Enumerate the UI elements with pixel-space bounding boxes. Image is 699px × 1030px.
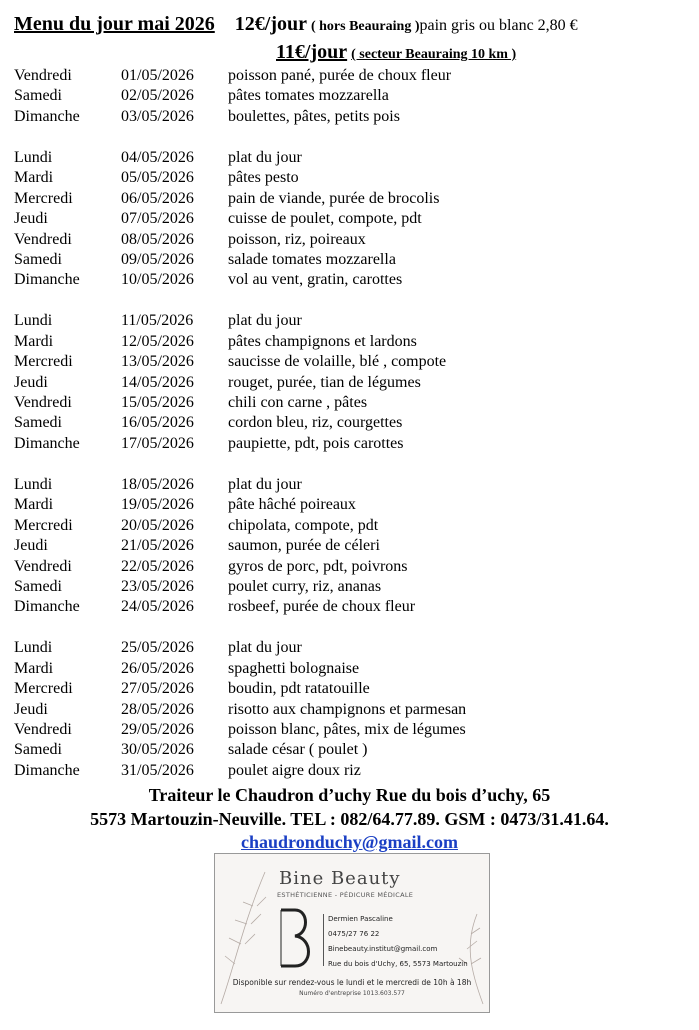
date-cell: 03/05/2026 xyxy=(121,107,194,125)
day-cell: Mardi xyxy=(14,659,54,677)
meal-cell: boulettes, pâtes, petits pois xyxy=(228,107,400,125)
day-cell: Jeudi xyxy=(14,537,48,555)
day-cell: Vendredi xyxy=(14,721,72,738)
menu-row xyxy=(14,209,694,229)
meal-cell: rouget, purée, tian de légumes xyxy=(228,373,421,391)
day-cell: Mercredi xyxy=(14,353,73,371)
meal-cell: chipolata, compote, pdt xyxy=(228,516,379,534)
meal-cell: pâtes tomates mozzarella xyxy=(228,87,389,105)
meal-cell: poisson blanc, pâtes, mix de légumes xyxy=(228,721,466,738)
day-cell: Dimanche xyxy=(14,598,80,616)
date-cell: 27/05/2026 xyxy=(121,680,194,698)
day-cell: Samedi xyxy=(14,87,62,105)
meal-cell: rosbeef, purée de choux fleur xyxy=(228,598,416,616)
menu-row xyxy=(14,557,694,577)
day-cell: Mercredi xyxy=(14,189,73,207)
date-cell: 19/05/2026 xyxy=(121,496,194,514)
menu-row xyxy=(14,66,694,86)
meal-cell: cuisse de poulet, compote, pdt xyxy=(228,210,422,228)
week-separator xyxy=(14,618,694,638)
meal-cell: cordon bleu, riz, courgettes xyxy=(228,414,403,432)
card-email: Binebeauty.institut@gmail.com xyxy=(328,945,438,953)
menu-row xyxy=(14,700,694,720)
meal-cell: pâtes champignons et lardons xyxy=(228,332,417,350)
day-cell: Samedi xyxy=(14,250,62,268)
meal-cell: plat du jour xyxy=(228,475,302,493)
email-link[interactable]: chaudronduchy@gmail.com xyxy=(241,832,458,852)
meal-cell: saumon, purée de céleri xyxy=(228,537,380,555)
date-cell: 02/05/2026 xyxy=(121,87,194,105)
day-cell: Vendredi xyxy=(14,394,72,411)
card-info xyxy=(328,912,468,972)
date-cell: 13/05/2026 xyxy=(121,353,194,371)
footer-address: Traiteur le Chaudron d’uchy Rue du bois d’uchy, 65 xyxy=(148,785,551,805)
week-separator xyxy=(14,291,694,311)
day-cell: Jeudi xyxy=(14,373,48,391)
day-cell: Lundi xyxy=(14,475,53,493)
footer-email-wrap xyxy=(0,832,699,853)
date-cell: 04/05/2026 xyxy=(121,148,194,166)
date-cell: 30/05/2026 xyxy=(121,741,194,759)
menu-row xyxy=(14,434,694,454)
meal-cell: paupiette, pdt, pois carottes xyxy=(228,434,404,452)
date-cell: 09/05/2026 xyxy=(121,250,194,268)
meal-cell: salade césar ( poulet ) xyxy=(228,741,368,759)
day-cell: Samedi xyxy=(14,414,62,432)
day-cell: Vendredi xyxy=(14,230,72,248)
week-separator xyxy=(14,127,694,147)
meal-cell: plat du jour xyxy=(228,639,302,657)
menu-title-line xyxy=(14,13,578,36)
card-brand: Bine Beauty xyxy=(279,868,401,889)
meal-cell: poisson, riz, poireaux xyxy=(228,230,366,248)
monogram-b-icon xyxy=(275,906,317,970)
date-cell: 08/05/2026 xyxy=(121,230,194,248)
menu-row xyxy=(14,638,694,658)
menu-row xyxy=(14,352,694,372)
card-registration: Numéro d'entreprise 1013.603.577 xyxy=(299,990,405,997)
menu-row xyxy=(14,659,694,679)
date-cell: 25/05/2026 xyxy=(121,639,194,657)
day-cell: Mardi xyxy=(14,169,54,187)
menu-row xyxy=(14,495,694,515)
date-cell: 29/05/2026 xyxy=(121,721,194,738)
card-name: Dermien Pascaline xyxy=(328,915,393,923)
menu-row xyxy=(14,720,694,740)
date-cell: 22/05/2026 xyxy=(121,557,194,575)
day-cell: Dimanche xyxy=(14,761,80,779)
day-cell: Mercredi xyxy=(14,680,73,698)
menu-row xyxy=(14,250,694,270)
meal-cell: vol au vent, gratin, carottes xyxy=(228,271,403,289)
meal-cell: boudin, pdt ratatouille xyxy=(228,680,370,698)
date-cell: 07/05/2026 xyxy=(121,210,194,228)
day-cell: Vendredi xyxy=(14,67,72,84)
card-subtitle: ESTHÉTICIENNE - PÉDICURE MÉDICALE xyxy=(277,891,414,899)
date-cell: 26/05/2026 xyxy=(121,659,194,677)
date-cell: 10/05/2026 xyxy=(121,271,194,289)
business-card xyxy=(214,853,490,1013)
price-local: 11€/jour xyxy=(276,41,348,63)
meal-cell: plat du jour xyxy=(228,148,302,166)
date-cell: 14/05/2026 xyxy=(121,373,194,391)
meal-cell: pâtes pesto xyxy=(228,169,299,187)
date-cell: 21/05/2026 xyxy=(121,537,194,555)
menu-row xyxy=(14,597,694,617)
meal-cell: poisson pané, purée de choux fleur xyxy=(228,67,452,84)
menu-row xyxy=(14,393,694,413)
meal-cell: plat du jour xyxy=(228,312,302,330)
meal-cell: salade tomates mozzarella xyxy=(228,250,396,268)
menu-row xyxy=(14,148,694,168)
date-cell: 31/05/2026 xyxy=(121,761,194,779)
day-cell: Vendredi xyxy=(14,557,72,575)
card-phone: 0475/27 76 22 xyxy=(328,930,380,938)
menu-row xyxy=(14,373,694,393)
meal-cell: poulet aigre doux riz xyxy=(228,761,361,779)
date-cell: 12/05/2026 xyxy=(121,332,194,350)
date-cell: 15/05/2026 xyxy=(121,394,194,411)
day-cell: Dimanche xyxy=(14,271,80,289)
meal-cell: poulet curry, riz, ananas xyxy=(228,577,382,595)
menu-row xyxy=(14,577,694,597)
card-availability: Disponible sur rendez-vous le lundi et le mercredi de 10h à 18h xyxy=(232,978,472,987)
date-cell: 28/05/2026 xyxy=(121,700,194,718)
date-cell: 01/05/2026 xyxy=(121,67,194,84)
price-outside-note: ( hors Beauraing ) xyxy=(310,19,420,34)
menu-row xyxy=(14,740,694,760)
menu-row xyxy=(14,413,694,433)
menu-row xyxy=(14,536,694,556)
day-cell: Dimanche xyxy=(14,434,80,452)
day-cell: Samedi xyxy=(14,741,62,759)
menu-subtitle-line xyxy=(276,41,516,64)
day-cell: Mardi xyxy=(14,496,54,514)
menu-row xyxy=(14,311,694,331)
date-cell: 05/05/2026 xyxy=(121,169,194,187)
meal-cell: chili con carne , pâtes xyxy=(228,394,368,411)
menu-row xyxy=(14,679,694,699)
date-cell: 16/05/2026 xyxy=(121,414,194,432)
meal-cell: spaghetti bolognaise xyxy=(228,659,360,677)
day-cell: Mardi xyxy=(14,332,54,350)
menu-row xyxy=(14,86,694,106)
card-address: Rue du bois d'Uchy, 65, 5573 Martouzin xyxy=(328,960,468,968)
day-cell: Jeudi xyxy=(14,210,48,228)
day-cell: Lundi xyxy=(14,639,53,657)
price-outside: 12€/jour xyxy=(234,13,307,35)
date-cell: 11/05/2026 xyxy=(121,312,194,330)
day-cell: Jeudi xyxy=(14,700,48,718)
menu-table xyxy=(14,66,694,781)
day-cell: Samedi xyxy=(14,577,62,595)
date-cell: 17/05/2026 xyxy=(121,434,194,452)
meal-cell: pâte hâché poireaux xyxy=(228,496,356,514)
meal-cell: pain de viande, purée de brocolis xyxy=(228,189,440,207)
card-divider xyxy=(323,914,324,966)
meal-cell: risotto aux champignons et parmesan xyxy=(228,700,467,718)
date-cell: 18/05/2026 xyxy=(121,475,194,493)
day-cell: Dimanche xyxy=(14,107,80,125)
menu-row xyxy=(14,270,694,290)
menu-row xyxy=(14,168,694,188)
date-cell: 06/05/2026 xyxy=(121,189,194,207)
date-cell: 23/05/2026 xyxy=(121,577,194,595)
menu-row xyxy=(14,230,694,250)
day-cell: Mercredi xyxy=(14,516,73,534)
meal-cell: gyros de porc, pdt, poivrons xyxy=(228,557,408,575)
day-cell: Lundi xyxy=(14,148,53,166)
date-cell: 24/05/2026 xyxy=(121,598,194,616)
meal-cell: saucisse de volaille, blé , compote xyxy=(228,353,447,371)
menu-row xyxy=(14,332,694,352)
price-local-note: ( secteur Beauraing 10 km ) xyxy=(351,47,517,62)
bread-price: pain gris ou blanc 2,80 € xyxy=(419,17,578,34)
menu-row xyxy=(14,189,694,209)
week-separator xyxy=(14,454,694,474)
footer-contact: 5573 Martouzin-Neuville. TEL : 082/64.77.89. GSM : 0473/31.41.64. xyxy=(90,809,609,829)
menu-row xyxy=(14,107,694,127)
day-cell: Lundi xyxy=(14,312,53,330)
menu-row xyxy=(14,761,694,781)
menu-row xyxy=(14,516,694,536)
menu-title: Menu du jour mai 2026 xyxy=(14,13,215,35)
date-cell: 20/05/2026 xyxy=(121,516,194,534)
menu-row xyxy=(14,475,694,495)
